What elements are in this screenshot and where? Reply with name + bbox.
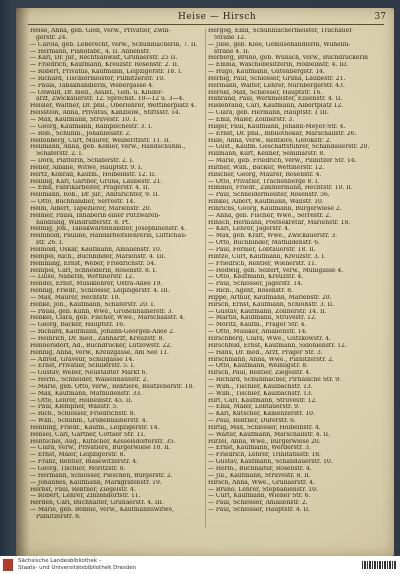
directory-entry: Hennig, Anna, verw., Kreuzgasse, Am See 11. — [30, 349, 169, 356]
directory-entry: — Otto, Kaufmann, Kreuzstr. 4. — [208, 274, 304, 281]
directory-entry: Herberg, Bruno, geb. Wünsch, verw., Buchdruckerin — [208, 55, 369, 62]
directory-entry: — Clara, verw., Privatiere, Bürgerwiese 10. II. — [30, 445, 171, 452]
directory-entry: — Martin, Kaufmann, Struvestr. 12. — [208, 315, 317, 322]
directory-entry: — Herm., Buchhalter, Rosenstr. 4. — [208, 466, 312, 472]
directory-entry: Straße 12. — [214, 34, 246, 41]
directory-entry: — Hedwig, geb. Seifert, verw., Mühlgasse 4. — [208, 267, 344, 274]
directory-entry: — Dora, Plätterin, Schäferstr. 2. I. — [30, 158, 134, 165]
directory-entry: Helling, Karl, Gärtner, Gruna, Laubestr. 21. — [30, 178, 163, 185]
directory-entry: Henkel, Clara, geb. Fischer, Wwe., Marschallstr. 4. — [30, 315, 186, 322]
directory-entry: Hentschel, Aug., Kutscher, Kesselsdorferstr. 35. — [30, 438, 176, 445]
directory-entry: — Otto, Musiker, Amalienstr. 14. — [208, 329, 308, 336]
directory-entry: — Paula, geb. Kühn, Wwe., Großenhainerstr. 3. — [30, 308, 174, 315]
directory-entry: Hemming, Ernst, Weber, Friedrichstr. 54. — [30, 260, 157, 267]
directory-entry: Hilbrand, Paul, Werkmeister, Elisenstr. 4. II. — [208, 96, 343, 103]
directory-entry: — Luise, Näherin, Wettinerstr. 12. — [30, 274, 135, 281]
directory-entry: — Moritz, Kaufm., Prager Str. 4. — [208, 322, 307, 329]
directory-entry: — Paul, Schneidermeister, Rosenstr. 56. — [208, 192, 330, 199]
directory-entry: Hintze, Curt, Kaufmann, Kreuzstr. 3. I. — [208, 253, 326, 260]
directory-entry: — Paul, Klempner, Wallstr. 5. — [30, 404, 119, 411]
directory-entry: Heisler, Walther, Dr. phil., Oberlehrer, Wettinerplatz 4. — [30, 103, 197, 110]
directory-entry: — Paul, Schlosser, Amalienstr. 2. — [208, 500, 308, 507]
directory-entry: Hermann, Walter, Lehrer, Nürnbergerstr. 43. — [208, 82, 345, 89]
left-column — [30, 28, 206, 521]
column-divider — [205, 28, 206, 528]
directory-entry: handlung, Wilsdrufferstr. 8. Pt. — [36, 219, 131, 226]
directory-entry: — Paula, Tabakhandlerin, Webergasse 4. — [30, 82, 154, 89]
directory-entry: Herold, Max, Schlosser, Hauptstr. 16. — [208, 89, 323, 96]
directory-entry: — Ernst, Dr. phil., Bibliothekar, Marschallstr. 26. — [208, 130, 357, 137]
directory-entry: — Hans, Dr. med., Arzt, Prager Str. 3. — [208, 349, 323, 356]
directory-entry: — Oswald, Dr. med., Assist., Geh. u. Kinder- — [30, 89, 164, 96]
directory-entry: Hirtig, Max, Schlosser, Holbeinstr. 4. — [208, 424, 321, 431]
directory-entry: Hirsch, Anna, Wwe., Grunaerstr. 4. — [208, 479, 315, 486]
directory-entry: — Georg, Bäcker, Hauptstr. 16. — [30, 322, 125, 329]
directory-entry: — Alfred, Graveur, Schulgasse 14. — [30, 356, 135, 363]
directory-entry: — Paul, Former, Löbtauerstr. 18. II. — [208, 247, 316, 253]
directory-entry: — Franz, Rentier, Blasewitzerstr. 4. — [30, 459, 139, 466]
directory-entry: Hirsch, Ernst, Kaufmann, Schloßstr. 3. II. — [208, 301, 335, 308]
directory-entry: Helmold, Oskar, Kaufmann, Amalienstr. 10. — [30, 247, 162, 253]
directory-entry: — Karl, Kutscher, Kamenzerstr. 10. — [208, 411, 315, 418]
directory-entry: arzt, Zwickauerstr. 12. Sprechst. 10—12 u. 3—4. — [36, 96, 185, 103]
directory-entry: Hirschmann, Anna, Wwe., Pillnitzerstr. 2. — [208, 356, 334, 363]
directory-entry: — Marie, geb. Friedrich, verw., Pillnitzer Str. 14. — [208, 158, 357, 165]
directory-entry: — Gust., Kaufm. Geschäftsführer, Schandauerstr. 20. — [208, 144, 370, 151]
directory-entry: — Georg, Tischler, Moritzstr. 8. — [30, 466, 126, 472]
directory-entry: — Karl, Lehrer, Jägerstr. 4. — [208, 226, 290, 233]
directory-entry: — Richard, Kaufmann, Johann-Georgen-Allee 2. — [30, 329, 175, 336]
directory-entry: — Karl, Dr. jur., Rechtsanwalt, Grunaerstr. 25 II. — [30, 55, 178, 62]
directory-entry: Hirschfeld, Ernst, Kaufmann, Sidonienstr. 12. — [208, 342, 347, 349]
directory-entry: — Hermann, Pianofabr., 4. II. Annenstr. — [30, 48, 151, 55]
directory-entry: — Emma, Wäschebesitzerin, Holbeinstr. 4. III. — [208, 62, 349, 69]
directory-entry: Hensel, Carl, Gärtner, Cottaer Str. 11. — [30, 431, 146, 438]
directory-entry: — Otto, Kaufmann, Weinligstr. 8. — [208, 363, 308, 370]
directory-entry: — Paul, Rentner, Dürerstr. 6. — [208, 418, 296, 425]
directory-entry: Hirzel, Anna, Wwe., Bürgerwiese 20. — [208, 438, 321, 445]
directory-entry: Hellmann, Anna, geb. Köhler, verw., Handschuhm., — [30, 144, 186, 151]
directory-entry: — Paul, Schlosser, Jägerstr. 14. — [208, 281, 303, 288]
directory-entry: Hendel, Ernst, Musiklehrer, Ostra-Allee 19. — [30, 281, 163, 288]
directory-entry: — Friedrich, Kaufmann, Kreuzstr. Rosenstr. 2. II. — [30, 62, 179, 69]
barcode-icon — [362, 561, 396, 569]
directory-entry: Herbig, Paul, Schlosser, Gruna, Laubestr. 21. — [208, 75, 346, 82]
directory-entry: Hilger, Paul, Kaufmann, Johann-Meyer-Str. 4. — [208, 123, 346, 130]
directory-entry: — Otto, Buchhändler, Serrestr. 14. — [30, 199, 136, 206]
directory-entry: — Gustav, Weber, Neustädter Markt 6. — [30, 370, 148, 377]
directory-entry: — Wilh., Tischler, Kaulbachstr. 13. — [208, 390, 313, 397]
directory-entry: — Max, Maurer, Hechtstr. 10. — [30, 294, 121, 301]
directory-entry: Helm, Albert, Tapezierer, Marienstr. 20. — [30, 205, 152, 212]
directory-entry: — Wilh., Schuhm., Großenhainerstr. 4. — [30, 418, 148, 425]
directory-entry: Hennersdorf, Ad., Buchdrucker, Lützowstr. 22. — [30, 342, 172, 349]
library-name-line2: Staats- und Universitätsbibliothek Dresden — [18, 565, 137, 571]
directory-entry: — Max, geb. Kraft, Wwe., Zwickauerstr. 3. — [208, 233, 338, 240]
directory-entry: — Ernst, Kaufmann, Werderstr. 3. — [208, 445, 311, 452]
directory-entry: — Friedrich, Lehrer, Trinitatisstr. 18. — [208, 452, 321, 459]
directory-entry: — Julie, geb. Klee, Gemüsehändlerin, Wilhelm- — [208, 41, 351, 48]
header-rule — [28, 24, 384, 25]
directory-entry: — Bruno, Lehrer, Stephanienstr. 10. — [208, 486, 318, 493]
directory-entry: gerstr. 24. — [36, 34, 68, 41]
directory-entry: — Gustav, Kaufmann, Schandauerstr. 10. — [208, 459, 333, 466]
directory-entry: Helfenberg, Curt, Maurer, Weißeritzstr. 11. II. — [30, 137, 171, 144]
directory-entry: Hertz, Konrad, Kaufm., Holbeinstr. 12. II. — [30, 171, 157, 178]
directory-entry: — Walter, Kaufmann, Marschallstr. 4. II. — [208, 431, 331, 438]
directory-entry: — Emil, Fabrikarbeiter, Pragerstr. 4. II. — [30, 185, 150, 192]
directory-entry: — Otto, Privatier, Trachenberge 8. I. — [208, 178, 320, 185]
directory-entry: — Marie, geb. Böhme, verw., Kaufmannswitwe, — [30, 507, 174, 514]
directory-entry: — Richard, Schuhmacher, Pirnaische Str. 9. — [208, 377, 342, 384]
library-footer — [0, 556, 400, 574]
directory-entry: — Max, Kaufmann, Struvestr. 10. I. — [30, 116, 138, 123]
directory-entry: — Robert, Privatus, Kaufmann, Leipzigerstr. 18. I. — [30, 69, 183, 76]
directory-entry: — Anna, geb. Fischer, Wwe., Serrestr. 2. — [208, 212, 332, 219]
directory-entry: Hippe, Arthur, Kaufmann, Marienstr. 20. — [208, 294, 332, 301]
directory-entry: — Robert, Lehrer, Zinzendorfstr. 11. — [30, 493, 141, 500]
directory-entry: — Jul., Kaufmann, Struvestr. 8. II. — [208, 472, 311, 479]
library-name-line1: Sächsische Landesbibliothek – — [18, 558, 102, 564]
directory-entry: Hempel, Rich., Buchbinder, Marienstr. 4. III. — [30, 253, 166, 260]
directory-entry: — Ernst, Privatier, Schillerstr. 5. I. — [30, 363, 135, 370]
directory-entry: Heisstein, Anna, Privatus, Kanzleiw., Stiftsstr. 14. — [30, 110, 181, 117]
directory-entry: — Hermann, Schlosser, Pieschen, Bürgerstr. 2. — [30, 472, 173, 479]
directory-entry: — Richard, Tischlermeister, Pillnitzerstr. 10. — [30, 75, 166, 82]
directory-entry: — Emil, Maler, Löbtauerstr. 9. — [208, 404, 300, 411]
directory-entry: Hinsch, Hermann, Postsekretär, Marienstr. 18. — [208, 219, 351, 226]
directory-entry: Hinkel, Albert, Kaufmann, Wallstr. 10. — [208, 199, 324, 206]
directory-entry: Pillnitzerstr. 8. — [36, 513, 81, 520]
directory-entry: — Wilh., Tischler, Kaulbachstr. 13. — [208, 383, 313, 390]
directory-entry: Heller, Amalie, Witwe, Hauptstr. 9. I. — [30, 164, 143, 171]
directory-entry: Hillmann, Kurt, Kellner, Seminarstr. 8. — [208, 151, 326, 158]
page-number: 37 — [374, 12, 386, 22]
directory-entry: Hirschberg, Clara, Wwe., Gutzkowstr. 4. — [208, 335, 332, 342]
directory-entry: Henning, Friedr., Kaufm., Leipzigerstr. 14. — [30, 424, 160, 431]
directory-entry: — Heinrich, Dr. med., Zahnarzt, Kreuzstr. 8. — [30, 335, 165, 342]
directory-entry: straße 4. II. — [214, 48, 250, 55]
directory-entry: Herbst, Paul, Rentner, Ziegelstr. 4. — [30, 486, 136, 493]
directory-entry: Helmig, Joh., Tabakwarenhändler, Josephinenstr. 4. — [30, 226, 187, 233]
directory-entry: Helmhold, Pauline, Handarbeitslehrerin, Lüttichau- — [30, 233, 187, 240]
directory-entry: Hennig, Friedr., Schlosser, Leipzigerstr. 4. III. — [30, 288, 170, 295]
directory-entry: — Max, Kaufmann, Mathildenstr. 33. — [30, 390, 142, 397]
directory-entry: Hilscher, Georg, Maurer, Rosenstr. 4. — [208, 171, 322, 178]
directory-entry: Hille, Anna, verw., Rentiere, Gerokstr. 2. — [208, 137, 332, 144]
directory-entry: Hiltner, Wilh., Bäcker, Wettinerstr. 12. — [208, 164, 325, 171]
directory-entry: — Marie, geb. Otto, verw., Rentiere, Bautzenerstr. 10. — [30, 383, 195, 390]
right-column — [208, 28, 384, 514]
directory-entry: — Johannes, Kaufmann, Markgrafenstr. 19. — [30, 479, 162, 486]
directory-entry: — Carola, geb. Leberecht, verw., Schuhmacherin, 7. II. — [30, 41, 198, 48]
directory-entry: — Rob., Schuhm., Johannesstr. 2. — [30, 130, 132, 137]
directory-entry: — Rich., Schlosser, Friedrichstr. 8. — [30, 411, 136, 418]
directory-entry: Hirt, Carl, Kaufmann, Struvestr. 12. — [208, 397, 318, 404]
directory-entry: Hempel, Carl, Schneiderin, Rosenstr. 8. I. — [30, 267, 157, 274]
directory-entry: — Gustav, Kaufmann, Zöllnerstr. 14. II. — [208, 308, 327, 315]
directory-entry: Himmel, Friedr., Zimmermann, Hechtstr. 10. II. — [208, 185, 353, 192]
directory-entry: str. 26. I. — [36, 240, 64, 247]
directory-entry: — Rich., Agent, Rosenstr. 8. — [208, 288, 293, 295]
directory-entry: Hirsch, Paul, Rentier, Ziegelstr. 4. — [208, 370, 312, 377]
directory-entry: — Emil, Maler, Zöllnerstr. 3. — [208, 116, 294, 123]
directory-entry: — Hugo, Kaufmann, Gutenbergstr. 14. — [208, 69, 325, 76]
directory-entry: Herden, Carl, Buchhalter, Grunaerstr. 4. III. — [30, 500, 164, 507]
directory-entry: — Curt, Kaufmann, Wiener Str. 6. — [208, 493, 311, 500]
directory-entry: — Herm., Schneider, Waisenhausstr. 2. — [30, 377, 149, 384]
directory-entry: — Georg, Kaufmann, Rampischestr. 3. I. — [30, 123, 153, 130]
directory-entry: — Paul, Schlosser, Hauptstr. 4. II. — [208, 507, 311, 514]
directory-entry: — Otto, Lehrer, Holbeinstr. 45. II. — [30, 397, 133, 404]
directory-entry: — Ernst, Maler, Leipzigerstr. 8. — [30, 452, 126, 459]
directory-entry: Schäferstr. 2. I. — [36, 151, 83, 158]
running-head: Heise — Hirsch — [178, 12, 257, 22]
library-logo-icon — [3, 559, 13, 571]
directory-entry: Heise, Anna, geb. Glöß, verw., Privatier, Zwin- — [30, 28, 171, 34]
directory-entry: — Clara, geb. Hermann, Hauptstr. 1 III. — [208, 110, 329, 117]
directory-entry: Hellmann, Rob., Dr. jur., Amtsrichter, 9. II. — [30, 192, 160, 199]
directory-entry: Hildebrand, Carl, Kaufmann, Albertplatz 12. — [208, 103, 344, 110]
page-binding-shadow — [16, 8, 30, 556]
directory-entry: Helmer, Paula, Inhaberin einer Putzwaren- — [30, 212, 161, 219]
directory-entry: — Otto, Buchbinder, Mathildenstr. 6. — [208, 240, 320, 247]
directory-entry: Hinrichs, Georg, Kaufmann, Bürgerwiese 2. — [208, 205, 342, 212]
directory-entry: — Friedrich, Rentier, Wienerstr. 11. — [208, 260, 317, 267]
directory-entry: Henke, Joh., Kaufmann, Schäferstr. 20. I. — [30, 301, 155, 308]
directory-entry: Hergog, Emil, Schuhmachermeister, Trachauer — [208, 28, 353, 34]
